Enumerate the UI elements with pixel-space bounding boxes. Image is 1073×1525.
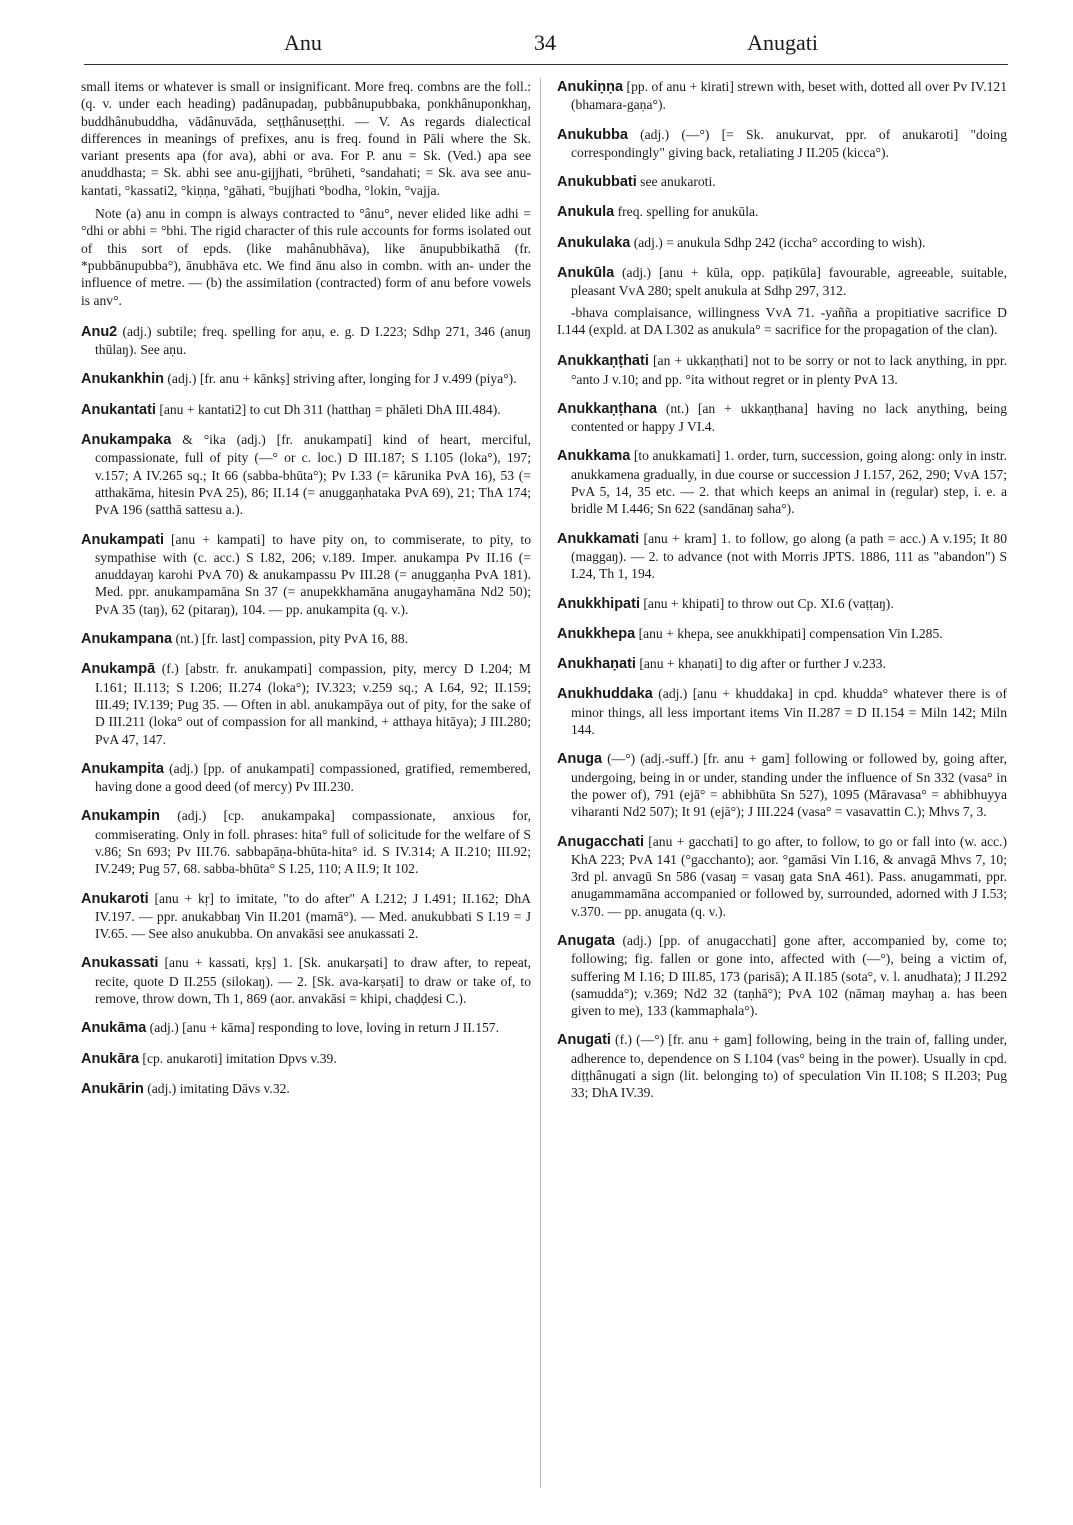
dictionary-entry xyxy=(557,447,1007,517)
right-column xyxy=(557,78,1007,1498)
entry-headword: Anukkama xyxy=(557,448,631,465)
entry-definition: (nt.) [fr. last] compassion, pity PvA 16, 88. xyxy=(172,631,409,647)
entry-definition: [pp. of anu + kirati] strewn with, beset with, dotted all over Pv IV.121 (bhamara-gaṇa°). xyxy=(571,79,1007,113)
dictionary-entry xyxy=(557,750,1007,820)
dictionary-entry xyxy=(557,173,1007,191)
entry-headword: Anukubba xyxy=(557,126,628,143)
entry-definition: (adj.) [pp. of anugacchati] gone after, accompanied by, come to; following; fig. fallen or gone into, affected with (—°), being a victim of, suffering M I.16; D III.85, 173 (parisā); A II.185 (sota°, v. l. anudhata); J II.292 (samudda°); v.369; Nd2 32 (taṇhā°); PvA 102 (nāmaŋ mayhaŋ a. has been given to me), 133 (kammaphala°). xyxy=(571,932,1007,1019)
entry-definition: see anukaroti. xyxy=(636,174,716,190)
entry-definition: (adj.) [fr. anu + kānkṣ] striving after, longing for J v.499 (piya°). xyxy=(163,371,517,387)
entry-definition: [anu + kṛ] to imitate, "to do after" A I.212; J I.491; II.162; DhA IV.197. — ppr. anukabbaŋ Vin II.201 (mamā°). — Med. anukubbati S I.19 = J IV.65. — See also anukubba. On anvakāsi see anukassati 2. xyxy=(95,890,531,942)
dictionary-entry xyxy=(81,1080,531,1098)
dictionary-entry xyxy=(557,304,1007,339)
entry-definition: [anu + kassati, kṛṣ] 1. [Sk. anukarṣati] to draw after, to repeat, recite, quote D II.255 (silokaŋ). — 2. [Sk. ava-karṣati] to draw or take of, to remove, throw down, Th 1, 869 (aor. anvakāsi = khipi, chaḍḍesi C.). xyxy=(95,955,531,1007)
entry-definition: (adj.) [cp. anukampaka] compassionate, anxious for, commiserating. Only in foll. phrases: hita° full of solicitude for the welfare of S v.86; Sn 693; Pv III.76. sabbapāṇa-bhūta-hita° id. S IV.314; A II.210; III.92; IV.249; Pug 57, 68. sabba-bhūta° S I.25, 110; A II.9; It 102. xyxy=(95,808,531,877)
dictionary-entry xyxy=(557,833,1007,920)
entry-headword: Anukantati xyxy=(81,401,156,418)
entry-headword: Anukubbati xyxy=(557,174,637,191)
entry-headword: Anukhaṇati xyxy=(557,656,636,673)
entry-definition: [anu + khaṇati] to dig after or further J v.233. xyxy=(635,656,886,672)
dictionary-entry xyxy=(557,685,1007,738)
dictionary-entry xyxy=(557,932,1007,1019)
entry-definition: Note (a) anu in compn is always contracted to °ânu°, never elided like adhi = °dhi or abhi = °bhi. The rigid character of this rule accounts for forms isolated out of this sort of epds. (like mahânubhāva), like ānupubbikathā (fr. *pubbānupubba°), ānubhāva etc. We find ānu also in combn. with an- under the influence of metre. — (b) the assimilation (contracted) form of anu before vowels is anv°. xyxy=(81,206,531,308)
entry-definition: [to anukkamati] 1. order, turn, succession, going along: only in instr. anukkamena gradually, in due course or succession J I.157, 262, 290; VvA 157; PvA 5, 14, 35 etc. — 2. that which keeps an animal in (regular) step, i. e. a bridle M I.446; Sn 622 (sandānaŋ saha°). xyxy=(571,448,1007,517)
dictionary-entry xyxy=(557,234,1007,252)
entry-headword: Anukūla xyxy=(557,265,615,282)
entry-definition: [anu + kantati2] to cut Dh 311 (hatthaŋ = phāleti DhA III.484). xyxy=(155,401,501,417)
dictionary-entry xyxy=(81,431,531,518)
entry-headword: Anugati xyxy=(557,1032,611,1049)
dictionary-entry xyxy=(557,655,1007,673)
entry-definition: (adj.) [anu + kāma] responding to love, loving in return J II.157. xyxy=(146,1020,499,1036)
dictionary-entry xyxy=(81,807,531,877)
entry-definition: [anu + kampati] to have pity on, to commiserate, to pity, to sympathise with (c. acc.) S I.82, 206; v.189. Imper. anukampa Pv II.16 (= anuddayaŋ karohi PvA 70) & anukampassu Pv III.28 (= anuggaṇha PvA 181). Med. ppr. anukampamāna Sn 37 (= anupekkhamāna anugayhamāna Nd2 50); PvA 35 (taŋ), 62 (pitaraŋ), 104. — pp. anukampita (q. v.). xyxy=(95,531,531,617)
page-number: 34 xyxy=(534,30,556,55)
entry-headword: Anukula xyxy=(557,204,615,221)
header-left-guideword: Anu xyxy=(284,30,322,55)
entry-definition: (adj.) (—°) [= Sk. anukurvat, ppr. of anukaroti] "doing correspondingly" giving back, retaliating J II.205 (kicca°). xyxy=(571,126,1007,160)
entry-definition: (adj.) subtile; freq. spelling for aṇu, e. g. D I.223; Sdhp 271, 346 (anuŋ thūlaŋ). See aṇu. xyxy=(95,323,531,358)
entry-headword: Anugacchati xyxy=(557,833,645,850)
entry-headword: Anukkaṇṭhana xyxy=(557,400,657,417)
dictionary-entry xyxy=(557,530,1007,583)
entry-definition: (f.) (—°) [fr. anu + gam] following, being in the train of, falling under, adherence to, dependence on S I.104 (vas° being in the power). Usually in cpd. diṭṭhânugati a sign (lit. belonging to) of speculation Vin II.108; S II.203; Pug 33; DhA IV.39. xyxy=(571,1032,1007,1101)
column-divider xyxy=(540,78,541,1488)
dictionary-entry xyxy=(557,264,1007,300)
entry-definition: (nt.) [an + ukkaṇṭhana] having no lack anything, being contented or happy J VI.4. xyxy=(571,400,1007,435)
dictionary-entry xyxy=(81,1019,531,1037)
entry-definition: (adj.) imitating Dāvs v.32. xyxy=(143,1080,290,1096)
dictionary-entry xyxy=(557,203,1007,221)
entry-headword: Anukaroti xyxy=(81,890,149,907)
entry-definition: freq. spelling for anukūla. xyxy=(614,204,759,220)
dictionary-entry xyxy=(81,323,531,359)
entry-headword: Anukampana xyxy=(81,631,173,648)
left-column xyxy=(81,78,531,1498)
entry-definition: (—°) (adj.-suff.) [fr. anu + gam] following or followed by, going after, undergoing, being in or under, standing under the influence of Sn 332 (vasa° in the power of), 791 (ejā° = abhibhūta Sn 527), 1095 (Māravasa° = abhibhuyya viharanti Nd2 507); It 91 (ejā°); J III.224 (vasa° = vasavattin C.); Mhvs 7, 3. xyxy=(571,751,1007,820)
entry-headword: Anukkhepa xyxy=(557,625,636,642)
entry-headword: Anu2 xyxy=(81,323,118,340)
entry-definition: small items or whatever is small or insignificant. More freq. combns are the foll.: (q. v. under each heading) padânupadaŋ, pubbânupubbaka, ponkhânuponkhaŋ, buddhânubuddha, vādânuvāda, seṭṭhânuseṭṭhi. — V. As regards dialectical differences in meanings of prefixes, anu is freq. found in Pāli where the Sk. variant presents apa (for ava), abhi or ava. For P. anu = Sk. (Ved.) apa see anuddhasta; = Sk. abhi see anu-gijjhati, °brūheti, °sandahati; = Sk. ava see anu-kantati, °kassati2, °kiṇṇa, °gāhati, °bujjhati °bodha, °lokin, °vajja. xyxy=(81,79,531,198)
entry-headword: Anukhuddaka xyxy=(557,686,653,703)
dictionary-entry xyxy=(81,760,531,796)
dictionary-entry xyxy=(81,630,531,648)
entry-headword: Anukārin xyxy=(81,1080,144,1097)
entry-headword: Anukiṇṇa xyxy=(557,79,624,95)
entry-headword: Anukampin xyxy=(81,808,160,825)
entry-definition: [cp. anukaroti] imitation Dpvs v.39. xyxy=(139,1050,337,1066)
dictionary-entry xyxy=(81,78,531,199)
entry-definition: -bhava complaisance, willingness VvA 71. -yañña a propitiative sacrifice D I.144 (expld. at DA I.302 as anukula° = sacrifice for the propagation of the clan). xyxy=(557,304,1007,337)
dictionary-entry xyxy=(81,370,531,388)
entry-headword: Anukkhipati xyxy=(557,595,640,612)
header-rule xyxy=(84,64,1008,65)
header-right-guideword: Anugati xyxy=(747,30,818,55)
entry-definition: [an + ukkaṇṭhati] not to be sorry or not to lack anything, in ppr. °anto J v.10; and pp. °ita without regret or in plenty PvA 13. xyxy=(571,353,1007,387)
entry-definition: & °ika (adj.) [fr. anukampati] kind of heart, merciful, compassionate, full of pity (—° or c. loc.) D III.187; S I.105 (loka°), 197; v.157; A IV.265 sq.; It 66 (sabba-bhūta°); Pv I.33 (= kārunika PvA 16), 53 (= atthakāma, hitesin PvA 25), 86; II.14 (= anuggaṇhataka PvA 69), 21; ThA 174; PvA 196 (satthā sattesu a.). xyxy=(95,432,531,518)
dictionary-entry xyxy=(557,78,1007,114)
entry-definition: (adj.) [anu + kūla, opp. paṭikūla] favourable, agreeable, suitable, pleasant VvA 280; spelt anukula at Sdhp 297, 312. xyxy=(571,265,1007,299)
entry-definition: [anu + kram] 1. to follow, go along (a path = acc.) A v.195; It 80 (maggaŋ). — 2. to advance (not with Morris JPTS. 1886, 111 as "abandon") S I.24, Th 1, 194. xyxy=(571,530,1007,582)
page-header xyxy=(84,30,1008,66)
entry-definition: (f.) [abstr. fr. anukampati] compassion, pity, mercy D I.204; M I.161; II.113; S I.206; II.274 (loka°); IV.323; v.259 sq.; A I.64, 92; II.159; III.49; IV.139; Pug 35. — Often in abl. anukampāya out of pity, for the sake of D III.211 (loka° out of compassion for all mankind, + atthaya hitāya); J III.280; PvA 47, 147. xyxy=(95,661,531,747)
dictionary-entry xyxy=(81,1050,531,1068)
entry-headword: Anukulaka xyxy=(557,234,631,251)
dictionary-entry xyxy=(81,890,531,943)
entry-headword: Anukampita xyxy=(81,760,164,777)
dictionary-entry xyxy=(557,352,1007,388)
entry-headword: Anugata xyxy=(557,932,615,949)
entry-headword: Anukkamati xyxy=(557,530,640,547)
entry-headword: Anukampā xyxy=(81,661,156,678)
dictionary-entry xyxy=(81,205,531,309)
entry-definition: (adj.) [anu + khuddaka] in cpd. khudda° whatever there is of minor things, all less important items Vin II.287 = D II.154 = Miln 142; Miln 144. xyxy=(571,686,1007,738)
dictionary-entry xyxy=(81,531,531,618)
entry-definition: (adj.) [pp. of anukampati] compassioned, gratified, remembered, having done a good deed (of mercy) Pv III.230. xyxy=(95,760,531,795)
entry-definition: [anu + gacchati] to go after, to follow, to go or fall into (w. acc.) KhA 223; PvA 141 (°gacchanto); aor. °gamāsi Vin I.16, & anvagā Mhvs 7, 10; 3rd pl. anvagū Sn 586 (vasaŋ = vasaŋ gata SnA 461). Pass. anugammati, ppr. anugammamāna accompanied or followed by, surrounded, adorned with J I.53; v.370. — pp. anugata (q. v.). xyxy=(571,833,1007,919)
dictionary-entry xyxy=(81,660,531,747)
entry-headword: Anukkaṇṭhati xyxy=(557,353,649,370)
entry-headword: Anukassati xyxy=(81,955,159,972)
dictionary-entry xyxy=(557,1031,1007,1101)
dictionary-entry xyxy=(557,126,1007,162)
entry-headword: Anukankhin xyxy=(81,371,164,388)
dictionary-entry xyxy=(81,954,531,1007)
entry-headword: Anukampaka xyxy=(81,432,172,449)
entry-headword: Anukāma xyxy=(81,1020,147,1037)
dictionary-entry xyxy=(557,625,1007,643)
entry-headword: Anukāra xyxy=(81,1050,140,1067)
entry-headword: Anuga xyxy=(557,751,603,768)
entry-definition: (adj.) = anukula Sdhp 242 (iccha° according to wish). xyxy=(630,234,926,250)
entry-definition: [anu + khipati] to throw out Cp. XI.6 (vaṭṭaŋ). xyxy=(639,595,894,611)
dictionary-entry xyxy=(81,401,531,419)
dictionary-entry xyxy=(557,400,1007,436)
entry-definition: [anu + khepa, see anukkhipati] compensation Vin I.285. xyxy=(635,625,943,641)
dictionary-entry xyxy=(557,595,1007,613)
entry-headword: Anukampati xyxy=(81,531,164,548)
